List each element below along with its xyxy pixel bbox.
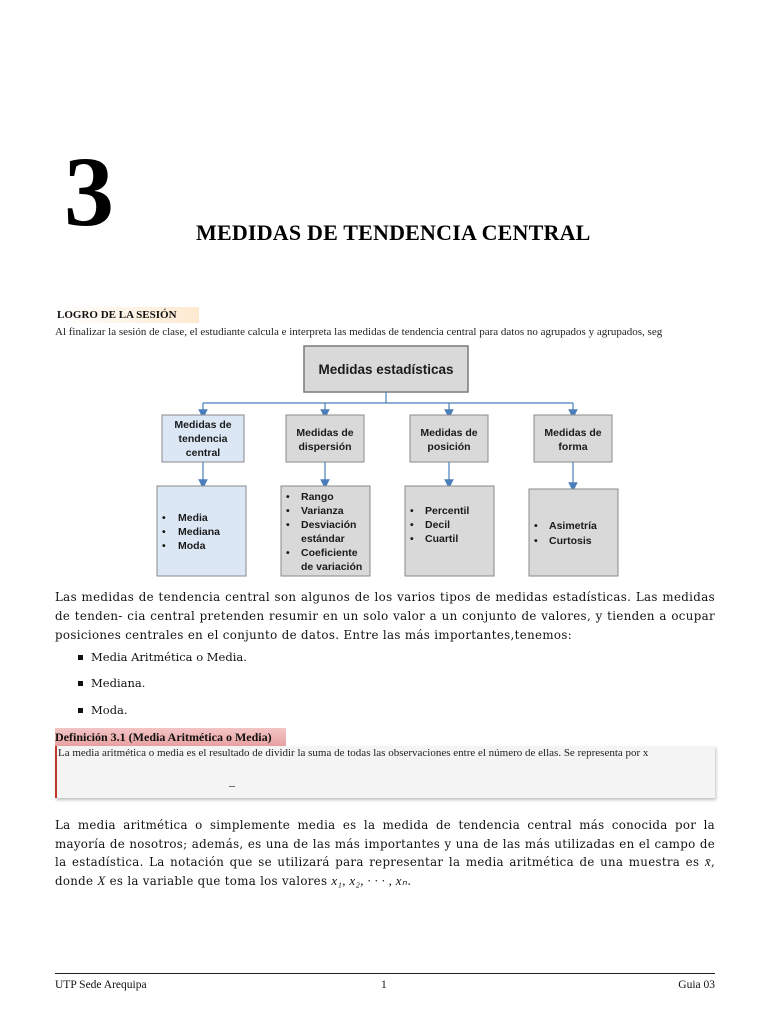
- category-label-line: dispersión: [298, 441, 352, 453]
- square-bullet-icon: [78, 708, 83, 713]
- item-bullet: •: [286, 505, 290, 517]
- page-number: 1: [381, 979, 387, 991]
- item-bullet: •: [410, 505, 414, 517]
- item-bullet: •: [410, 519, 414, 531]
- category-label-line: posición: [427, 441, 471, 453]
- list-item: [78, 676, 145, 690]
- item-bullet: •: [162, 512, 166, 524]
- mean-paragraph-text: es la variable que toma los valores: [105, 873, 332, 888]
- chapter-number: 3: [64, 136, 114, 247]
- footer-left: UTP Sede Arequipa: [55, 979, 147, 991]
- item-label: Mediana: [178, 526, 221, 538]
- item-label: Cuartil: [425, 533, 459, 545]
- item-label: estándar: [301, 533, 345, 545]
- sample-mean-symbol: x̄: [704, 854, 711, 869]
- category-label-line: Medidas de: [174, 419, 232, 431]
- logro-text: Al finalizar la sesión de clase, el estudiante calcula e interpreta las medidas de tendencia central para datos no agrupados y agrupados, seg: [55, 326, 663, 338]
- item-bullet: •: [162, 526, 166, 538]
- definition-title: Definición 3.1 (Media Aritmética o Media): [55, 728, 286, 746]
- category-label-line: central: [185, 447, 221, 459]
- item-label: Coeficiente: [301, 547, 358, 559]
- list-item: [78, 703, 128, 717]
- list-item-label: Media Aritmética o Media.: [91, 650, 247, 664]
- item-bullet: •: [410, 533, 414, 545]
- definition-text: La media aritmética o media es el resultado de dividir la suma de todas las observaciones entre el número de ellas. Se representa por x: [58, 747, 649, 759]
- list-item-label: Mediana.: [91, 676, 146, 690]
- item-label: de variación: [301, 561, 363, 573]
- mean-paragraph-text: La media aritmética o simplemente media es la medida de tendencia central más conocida por la mayoría de nosotros; además, es una de las más importantes y una de las más utilizadas en el campo de la estadística. La notación que se utilizará para representar la media aritmética de una muestra es: [55, 818, 715, 869]
- list-item: [78, 650, 247, 664]
- items-box-posicion: [405, 486, 494, 576]
- variable-symbol: X: [97, 872, 106, 888]
- item-bullet: •: [534, 520, 538, 532]
- category-label-line: forma: [558, 441, 588, 453]
- item-bullet: •: [534, 535, 538, 547]
- item-label: Rango: [301, 491, 334, 503]
- logro-label: LOGRO DE LA SESIÓN: [55, 307, 199, 323]
- mean-paragraph-text: , donde: [55, 855, 715, 888]
- list-item-label: Moda.: [91, 703, 128, 717]
- item-label: Curtosis: [549, 535, 592, 547]
- mean-paragraph-text: .: [407, 873, 412, 888]
- item-bullet: •: [286, 519, 290, 531]
- values-notation: x₁, x₂, · · · , xₙ: [331, 872, 408, 888]
- square-bullet-icon: [78, 681, 83, 686]
- item-bullet: •: [286, 491, 290, 503]
- root-label: Medidas estadísticas: [318, 362, 454, 377]
- item-label: Asimetría: [549, 520, 597, 532]
- footer-right: Guia 03: [678, 979, 715, 991]
- item-label: Decil: [425, 519, 451, 531]
- category-label-line: Medidas de: [296, 427, 354, 439]
- category-label-line: tendencia: [178, 433, 228, 445]
- item-label: Desviación: [301, 519, 357, 531]
- item-label: Varianza: [301, 505, 344, 517]
- item-label: Percentil: [425, 505, 470, 517]
- item-label: Moda: [178, 540, 206, 552]
- item-label: Media: [178, 512, 208, 524]
- intro-paragraph: Las medidas de tendencia central son algunos de los varios tipos de medidas estadísticas. Las medidas de tenden- cia central pretenden resumir en un solo valor a un conjunto de valores, y tienden a ocupar posiciones centrales en el conjunto de datos. Entre las más importantes,tenemos:: [55, 590, 715, 642]
- mean-paragraph: [55, 816, 715, 890]
- category-label-line: Medidas de: [544, 427, 602, 439]
- item-bullet: •: [286, 547, 290, 559]
- item-bullet: •: [162, 540, 166, 552]
- footer-divider: [55, 973, 715, 974]
- items-box-forma: [529, 489, 618, 576]
- category-label-line: Medidas de: [420, 427, 478, 439]
- chapter-title: MEDIDAS DE TENDENCIA CENTRAL: [196, 220, 591, 245]
- square-bullet-icon: [78, 655, 83, 660]
- definition-overbar: –: [229, 778, 235, 792]
